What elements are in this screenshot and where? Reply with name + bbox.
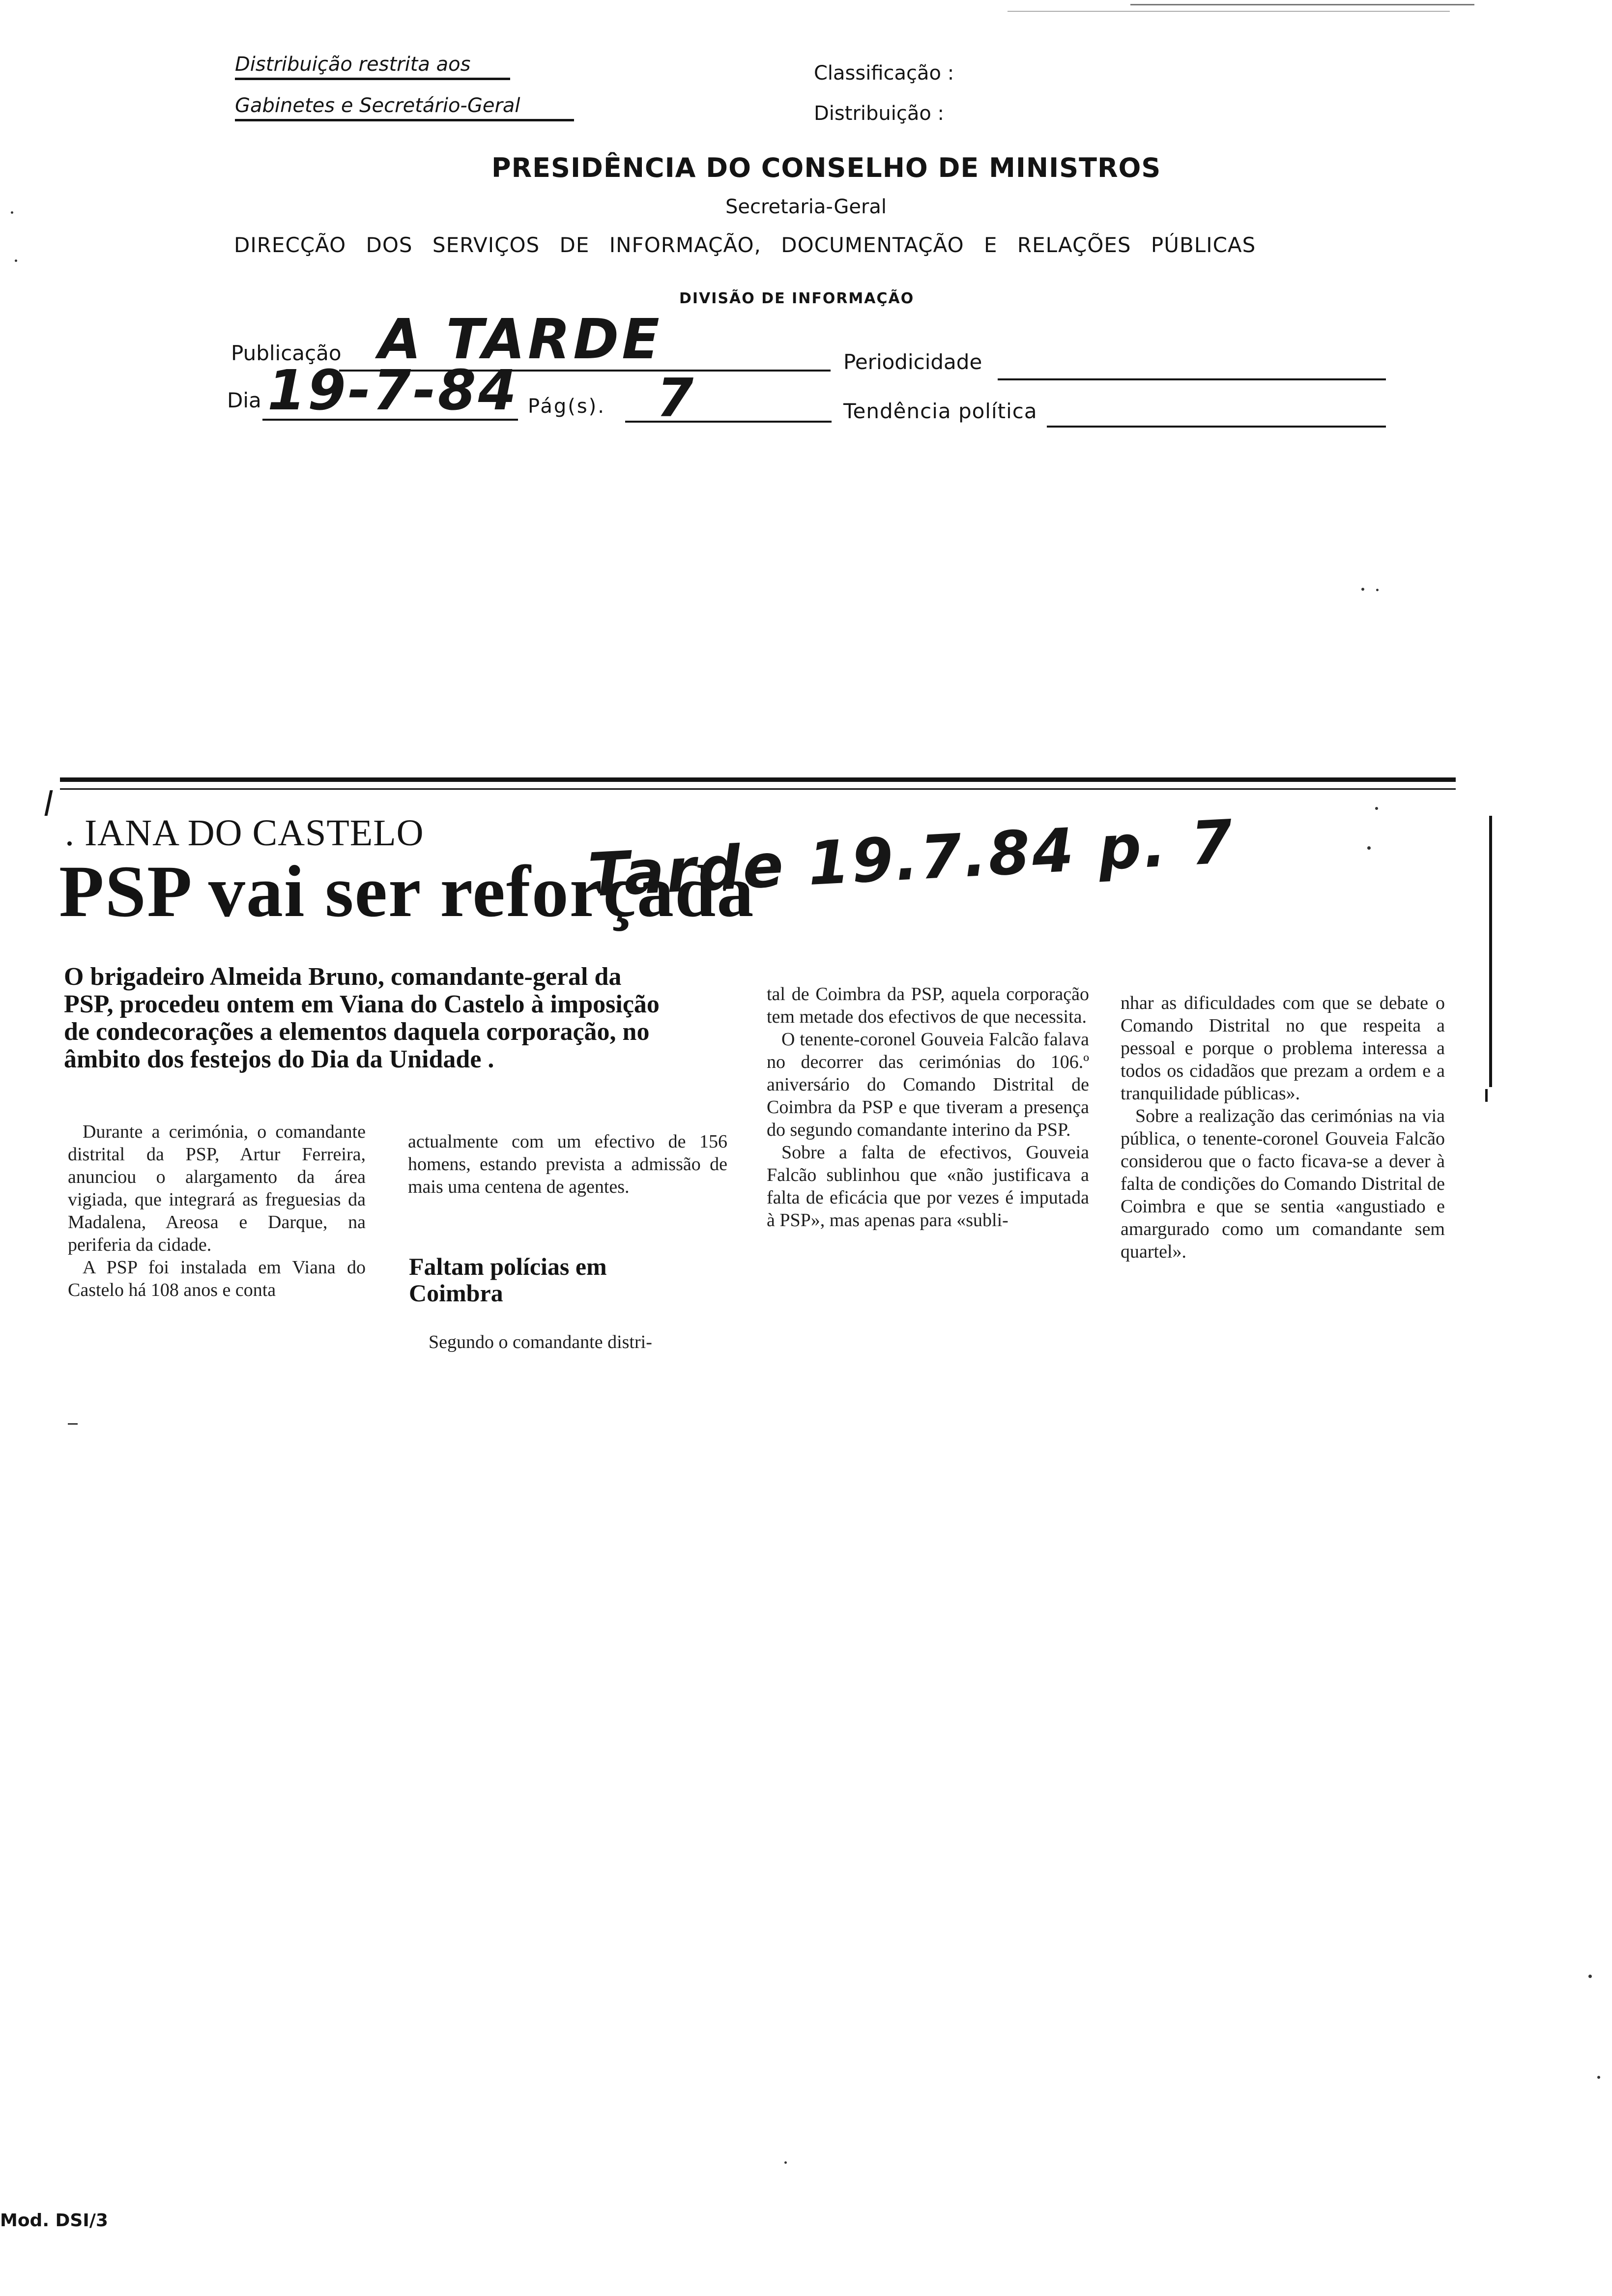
scan-edge-line xyxy=(1130,4,1474,5)
restricted-distribution-line1: Distribuição restrita aos xyxy=(235,53,510,80)
dia-label: Dia xyxy=(227,388,261,412)
periodicidade-line xyxy=(998,378,1386,380)
column-2-paragraph-2: Segundo o comandante distri- xyxy=(429,1332,652,1352)
pags-handwritten: 7 xyxy=(657,368,694,429)
clipping-top-rule-thin xyxy=(60,788,1456,790)
direccao-title: DIRECÇÃO DOS SERVIÇOS DE INFORMAÇÃO, DOCUMENTAÇÃO E RELAÇÕES PÚBLICAS xyxy=(234,233,1256,257)
scan-speck xyxy=(1361,588,1364,591)
scan-speck xyxy=(1597,2076,1600,2079)
article-lead: O brigadeiro Almeida Bruno, comandante-geral da PSP, procedeu ontem em Viana do Castelo à imposição de condecorações a elementos daquela corporação, no âmbito dos festejos do Dia da Unidade . xyxy=(64,963,660,1073)
article-column-1 xyxy=(68,1120,366,1301)
article-kicker: . IANA DO CASTELO xyxy=(65,812,424,854)
article-column-4 xyxy=(1121,992,1445,1263)
scan-speck xyxy=(68,1423,78,1425)
distribuicao-label: Distribuição : xyxy=(814,102,945,125)
pags-label: Pág(s). xyxy=(528,395,605,418)
divisao-title: DIVISÃO DE INFORMAÇÃO xyxy=(679,290,915,307)
tendencia-label: Tendência política xyxy=(843,399,1037,423)
clipping-right-edge-tick xyxy=(1485,1089,1488,1102)
scan-speck xyxy=(15,259,17,262)
article-column-2-top xyxy=(408,1130,727,1198)
column-1-paragraph-2: A PSP foi instalada em Viana do Castelo há 108 anos e conta xyxy=(68,1257,366,1300)
article-headline: PSP vai ser reforçada xyxy=(59,851,755,932)
scan-speck xyxy=(1376,589,1379,591)
scan-speck xyxy=(1367,846,1371,850)
presidencia-title: PRESIDÊNCIA DO CONSELHO DE MINISTROS xyxy=(491,152,1161,183)
column-2-paragraph-1: actualmente com um efectivo de 156 homens, estando prevista a admissão de mais uma centena de agentes. xyxy=(408,1131,727,1197)
clipping-top-rule xyxy=(60,777,1456,782)
scan-edge-line xyxy=(1008,11,1450,12)
periodicidade-label: Periodicidade xyxy=(843,350,982,374)
dia-handwritten: 19-7-84 xyxy=(267,359,518,423)
scan-speck xyxy=(784,2161,787,2164)
column-4-paragraph-2: Sobre a realização das cerimónias na via pública, o tenente-coronel Gouveia Falcão considerou que o facto ficava-se a dever à falta de condições do Comando Distrital de Coimbra e que se sentia «angustiado e amargurado como um comandante sem quartel». xyxy=(1121,1106,1445,1262)
tendencia-line xyxy=(1047,426,1386,428)
article-column-3 xyxy=(767,983,1089,1232)
scan-speck xyxy=(11,211,13,214)
column-3-paragraph-3: Sobre a falta de efectivos, Gouveia Falcão sublinhou que «não justificava a falta de eficácia que por vezes é imputada à PSP», mas apenas para «subli- xyxy=(767,1142,1089,1231)
publicacao-label: Publicação xyxy=(231,341,342,365)
handwritten-annotation: Tarde 19.7.84 p. 7 xyxy=(586,806,1237,911)
publicacao-handwritten: A TARDE xyxy=(378,308,662,372)
classificacao-label: Classificação : xyxy=(814,62,954,85)
scan-speck xyxy=(1588,1975,1592,1978)
article-column-2-bottom xyxy=(408,1331,727,1353)
clipping-right-edge xyxy=(1489,816,1492,1087)
column-3-paragraph-1: tal de Coimbra da PSP, aquela corporação tem metade dos efectivos de que necessita. xyxy=(767,984,1089,1027)
form-model-code: Mod. DSI/3 xyxy=(0,2210,108,2231)
restricted-distribution-line2: Gabinetes e Secretário-Geral xyxy=(235,94,574,121)
scan-speck xyxy=(1375,807,1378,810)
secretaria-geral: Secretaria-Geral xyxy=(725,196,887,218)
clipping-corner-mark xyxy=(44,790,59,816)
column-3-paragraph-2: O tenente-coronel Gouveia Falcão falava no decorrer das cerimónias do 106.º aniversário do Comando Distrital de Coimbra da PSP e que tiveram a presença do segundo comandante interino da PSP. xyxy=(767,1029,1089,1140)
pags-line xyxy=(625,421,832,423)
column-4-paragraph-1: nhar as dificuldades com que se debate o Comando Distrital no que respeita a pessoal e porque o problema interessa a todos os cidadãos que prezam a ordem e a tranquilidade públicas». xyxy=(1121,993,1445,1104)
column-2-subhead: Faltam polícias em Coimbra xyxy=(409,1253,607,1307)
column-1-paragraph-1: Durante a cerimónia, o comandante distrital da PSP, Artur Ferreira, anunciou o alargamento da área vigiada, que integrará as freguesias da Madalena, Areosa e Darque, na periferia da cidade. xyxy=(68,1121,366,1255)
